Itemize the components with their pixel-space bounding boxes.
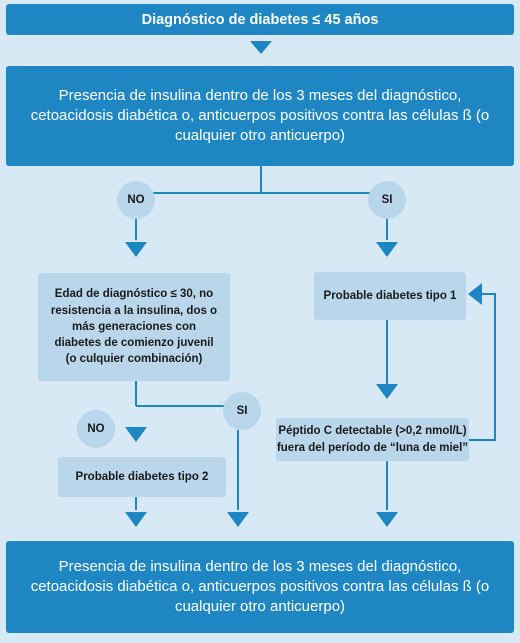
no-lower-label: NO <box>87 423 105 435</box>
probable-type1-box <box>314 272 466 320</box>
no-lower-badge <box>77 410 115 448</box>
arrow-to-peptide <box>376 384 398 399</box>
si-lower-badge <box>223 392 261 430</box>
arrow-title-to-top <box>250 41 272 54</box>
bottom-criteria-box <box>6 541 514 633</box>
no-left-badge <box>117 181 155 219</box>
page-title-text: Diagnóstico de diabetes ≤ 45 años <box>141 11 379 28</box>
no-left-label: NO <box>127 194 145 206</box>
bottom-criteria-text: Presencia de insulina dentro de los 3 meses del diagnóstico, cetoacidosis diabética o, anticuerpos positivos contra las células ß (o cualquier otro anticuerpo) <box>30 557 490 616</box>
page-title <box>6 4 514 35</box>
top-criteria-text: Presencia de insulina dentro de los 3 meses del diagnóstico, cetoacidosis diabética o, anticuerpos positivos contra las células ß (o cualquier otro anticuerpo) <box>30 86 490 145</box>
age-criteria-box <box>38 273 230 381</box>
arrow-peptide-to-bottom <box>376 512 398 527</box>
arrow-to-prob2 <box>125 427 147 442</box>
arrow-prob2-to-bottom <box>125 512 147 527</box>
c-peptide-box <box>276 418 469 461</box>
si-lower-label: SI <box>236 405 248 417</box>
arrow-to-prob1 <box>376 242 398 257</box>
age-criteria-text: Edad de diagnóstico ≤ 30, no resistencia a la insulina, dos o más generaciones con diabetes de comienzo juvenil (o culquier combinación) <box>50 288 218 366</box>
probable-type1-text: Probable diabetes tipo 1 <box>323 289 457 302</box>
arrow-feedback-to-prob1 <box>468 283 482 305</box>
arrow-si-lower-to-bottom <box>227 512 249 527</box>
probable-type2-box <box>58 457 226 497</box>
c-peptide-text: Péptido C detectable (>0,2 nmol/L) fuera del período de “luna de miel” <box>276 425 469 454</box>
si-right-badge <box>368 181 406 219</box>
top-criteria-box <box>6 66 514 166</box>
arrow-to-age-box <box>125 242 147 257</box>
probable-type2-text: Probable diabetes tipo 2 <box>75 470 209 483</box>
connector-feedback-loop <box>469 294 495 440</box>
si-right-label: SI <box>381 194 393 206</box>
